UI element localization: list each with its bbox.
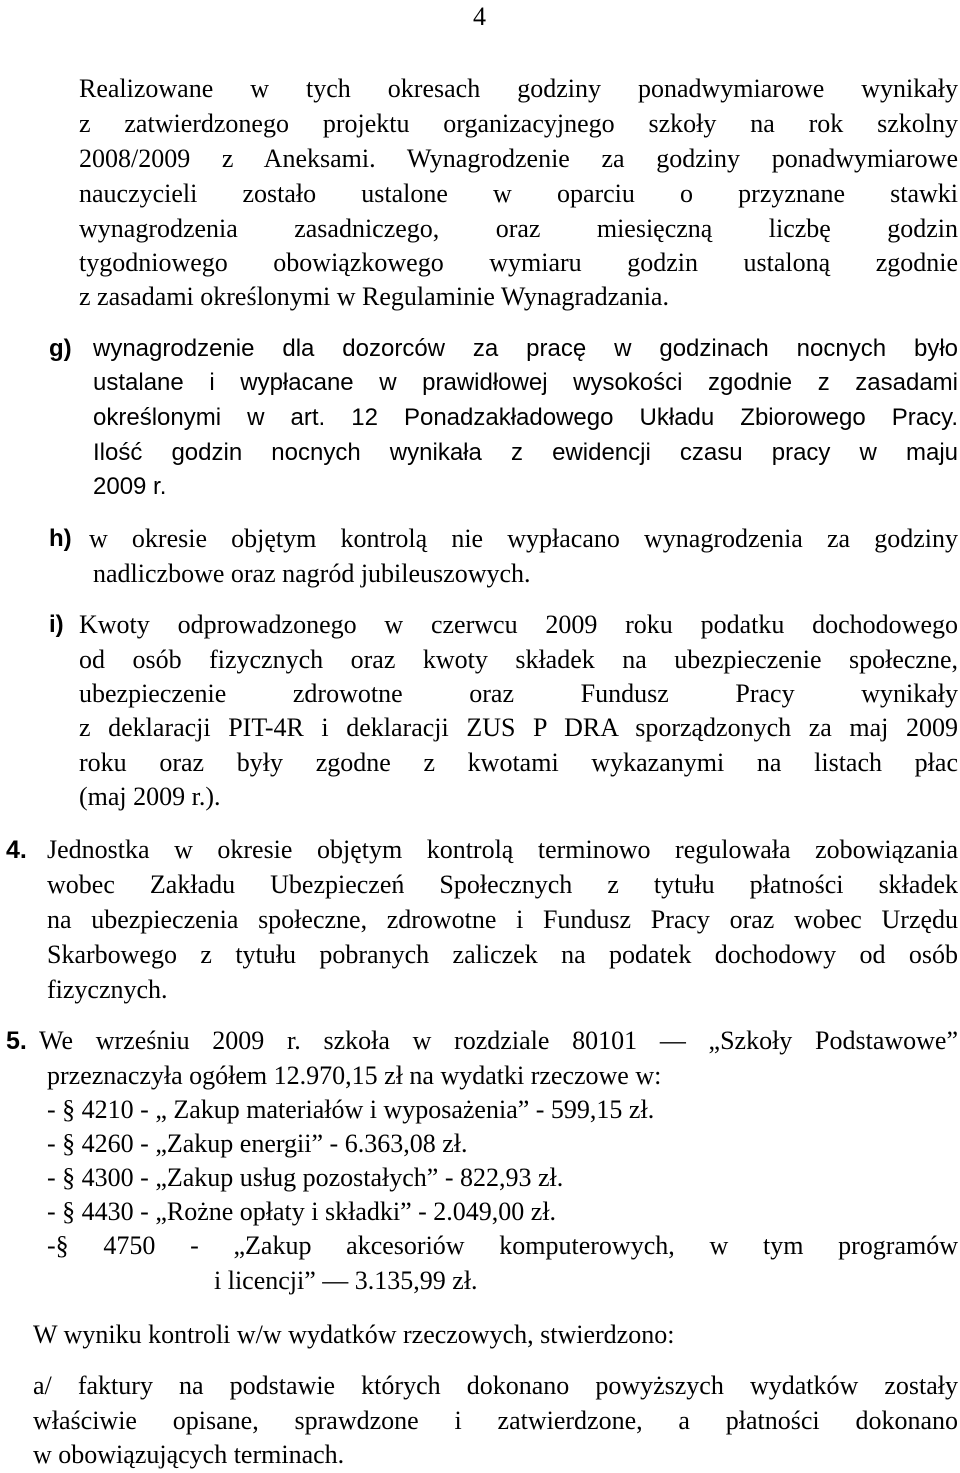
intro-line-6: tygodniowego obowiązkowego wymiaru godzin ustaloną zgodnie: [79, 248, 958, 277]
expense-item-4210: - § 4210 - „ Zakup materiałów i wyposażenia” - 599,15 zł.: [47, 1095, 655, 1124]
expense-item-4260: - § 4260 - „Zakup energii” - 6.363,08 zł.: [47, 1129, 468, 1158]
section-4-line-4: Skarbowego z tytułu pobranych zaliczek na podatek dochodowy od osób: [47, 940, 958, 969]
section-4-line-2: wobec Zakładu Ubezpieczeń Społecznych z tytułu płatności składek: [47, 870, 958, 899]
section-4-line-1: Jednostka w okresie objętym kontrolą terminowo regulowała zobowiązania: [47, 835, 958, 864]
expense-item-4430: - § 4430 - „Rożne opłaty i składki” - 2.049,00 zł.: [47, 1197, 557, 1226]
intro-line-7: z zasadami określonymi w Regulaminie Wynagradzania.: [79, 282, 669, 311]
item-g-line-4: Ilość godzin nocnych wynikała z ewidencji czasu pracy w maju: [93, 439, 958, 466]
item-i-label: i): [49, 611, 64, 638]
section-5-number: 5.: [6, 1027, 27, 1055]
item-g-line-3: określonymi w art. 12 Ponadzakładowego Układu Zbiorowego Pracy.: [93, 404, 958, 431]
item-i-line-1: Kwoty odprowadzonego w czerwcu 2009 roku podatku dochodowego: [79, 610, 958, 639]
intro-line-1: Realizowane w tych okresach godziny ponadwymiarowe wynikały: [79, 74, 958, 103]
conclusion-line-3: w obowiązujących terminach.: [33, 1440, 345, 1469]
intro-line-5: wynagrodzenia zasadniczego, oraz miesięczną liczbę godzin: [79, 214, 958, 243]
item-g-line-1: wynagrodzenie dla dozorców za pracę w godzinach nocnych było: [93, 335, 958, 362]
item-i-line-3: ubezpieczenie zdrowotne oraz Fundusz Pracy wynikały: [79, 679, 958, 708]
item-i-line-2: od osób fizycznych oraz kwoty składek na ubezpieczenie społeczne,: [79, 645, 958, 674]
page-number: 4: [473, 2, 486, 31]
conclusion-line-2: właściwie opisane, sprawdzone i zatwierdzone, a płatności dokonano: [33, 1406, 958, 1435]
item-h-line-1: w okresie objętym kontrolą nie wypłacano wynagrodzenia za godziny: [89, 524, 958, 553]
section-4-line-5: fizycznych.: [47, 975, 168, 1004]
intro-line-3: 2008/2009 z Aneksami. Wynagrodzenie za godziny ponadwymiarowe: [79, 144, 958, 173]
item-g-label: g): [49, 335, 72, 362]
section-4-number: 4.: [6, 836, 27, 864]
expense-item-4750: -§ 4750 - „Zakup akcesoriów komputerowych, w tym programów: [47, 1231, 958, 1260]
conclusion-line-1: a/ faktury na podstawie których dokonano powyższych wydatków zostały: [33, 1371, 958, 1400]
section-5-line-2: przeznaczyła ogółem 12.970,15 zł na wydatki rzeczowe w:: [47, 1061, 662, 1090]
item-h-line-2: nadliczbowe oraz nagród jubileuszowych.: [93, 559, 531, 588]
item-g-line-5: 2009 r.: [93, 473, 167, 500]
intro-line-4: nauczycieli zostało ustalone w oparciu o przyznane stawki: [79, 179, 958, 208]
item-g-line-2: ustalane i wypłacane w prawidłowej wysokości zgodnie z zasadami: [93, 369, 958, 396]
item-i-line-5: roku oraz były zgodne z kwotami wykazanymi na listach płac: [79, 748, 958, 777]
item-i-line-4: z deklaracji PIT-4R i deklaracji ZUS P DRA sporządzonych za maj 2009: [79, 713, 958, 742]
expense-item-4750-cont: i licencji” — 3.135,99 zł.: [214, 1266, 478, 1295]
section-5-line-1: We wrześniu 2009 r. szkoła w rozdziale 80101 — „Szkoły Podstawowe”: [39, 1026, 958, 1055]
expense-item-4300: - § 4300 - „Zakup usług pozostałych” - 822,93 zł.: [47, 1163, 564, 1192]
intro-line-2: z zatwierdzonego projektu organizacyjnego szkoły na rok szkolny: [79, 109, 958, 138]
item-h-label: h): [49, 525, 72, 552]
item-i-line-6: (maj 2009 r.).: [79, 782, 221, 811]
conclusion-heading: W wyniku kontroli w/w wydatków rzeczowych, stwierdzono:: [33, 1320, 675, 1349]
section-4-line-3: na ubezpieczenia społeczne, zdrowotne i Fundusz Pracy oraz wobec Urzędu: [47, 905, 958, 934]
